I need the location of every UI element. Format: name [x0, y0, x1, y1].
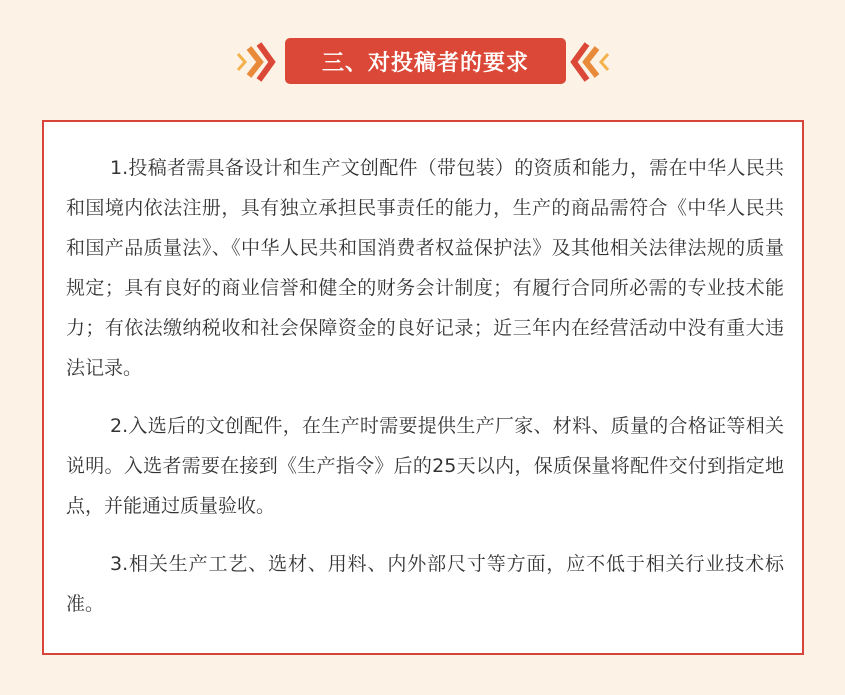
requirement-paragraph-1: 1.投稿者需具备设计和生产文创配件（带包装）的资质和能力，需在中华人民共和国境内依法注册，具有独立承担民事责任的能力，生产的商品需符合《中华人民共和国产品质量法》、《中华人民共和国消费者权益保护法》及其他相关法律法规的质量规定；具有良好的商业信誉和健全的财务会计制度；有履行合同所必需的专业技术能力；有依法缴纳税收和社会保障资金的良好记录；近三年内在经营活动中没有重大违法记录。	[66, 157, 784, 379]
section-title: 三、对投稿者的要求	[285, 38, 566, 84]
requirement-paragraph-3: 3.相关生产工艺、选材、用料、内外部尺寸等方面，应不低于相关行业技术标准。	[66, 553, 784, 615]
double-chevron-right-icon	[234, 36, 276, 88]
double-chevron-left-icon	[570, 36, 612, 88]
requirements-panel	[42, 120, 804, 655]
section-header	[0, 36, 845, 88]
requirement-paragraph-2: 2.入选后的文创配件，在生产时需要提供生产厂家、材料、质量的合格证等相关说明。入选者需要在接到《生产指令》后的25天以内，保质保量将配件交付到指定地点，并能通过质量验收。	[66, 415, 784, 517]
